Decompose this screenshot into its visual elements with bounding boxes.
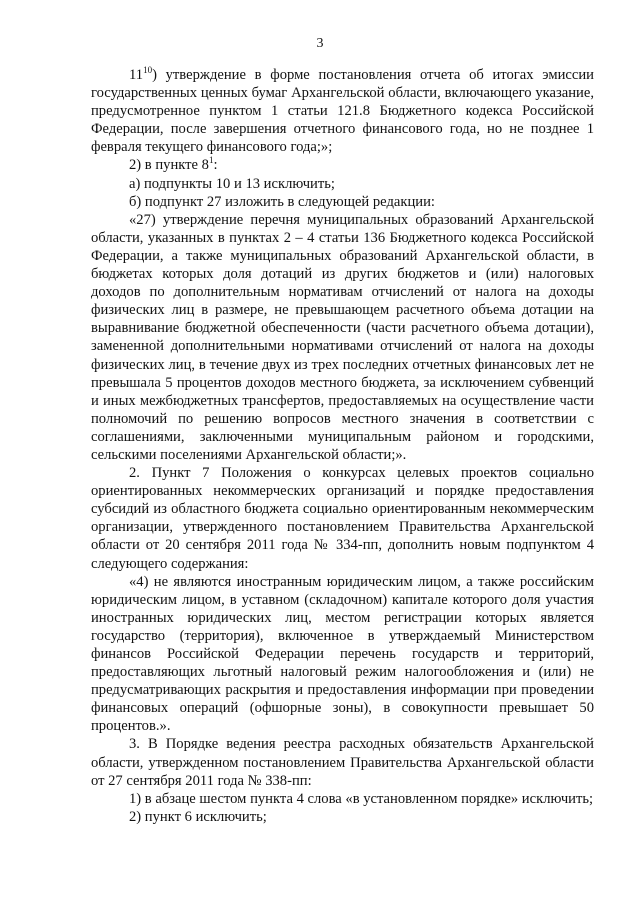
paragraph-subitem-a: а) подпункты 10 и 13 исключить;	[129, 175, 335, 192]
paragraph-subitem-b: б) подпункт 27 изложить в следующей редакции:	[129, 193, 435, 210]
item-superscript: 1	[208, 155, 214, 166]
paragraph-text: 2) в пункте 8	[129, 157, 209, 174]
paragraph-subitem-2: 2) пункт 6 исключить;	[129, 808, 267, 825]
item-superscript: 10	[143, 65, 153, 76]
item-number: 11	[129, 67, 144, 83]
paragraph-item-27: «27) утверждение перечня муниципальных образований Архангельской области, указанных в пунктах 2 – 4 статьи 136 Бюджетного кодекса Российской Федерации, а также муниципальных образований Архангельской области, в бюджетах которых доля дотаций из других бюджетов и (или) налоговых доходов по дополнительным нормативам отчислений от налога на доходы физических лиц в размере, не превышающем расчетного объема дотации на выравнивание бюджетной обеспеченности (части расчетного объема дотации), замененной дополнительными нормативами отчислений от налога на доходы физических лиц, в течение двух из трех последних отчетных финансовых лет не превышала 5 процентов доходов местного бюджета, за исключением субвенций и иных межбюджетных трансфертов, предоставляемых на осуществление части полномочий по решению вопросов местного значения в соответствии с соглашениями, заключенными муниципальным районом и городскими, сельскими поселениями Архангельской области;».	[91, 211, 594, 463]
paragraph-tail: :	[213, 157, 218, 174]
page-number: 3	[316, 36, 324, 51]
paragraph-section-2: 2. Пункт 7 Положения о конкурсах целевых проектов социально ориентированных некоммерческих организаций и порядке предоставления субсидий из областного бюджета социально ориентированным некоммерческим организации, утвержденного постановлением Правительства Архангельской области от 20 сентября 2011 года № 334-пп, дополнить новым подпунктом 4 следующего содержания:	[91, 465, 594, 572]
paragraph-subitem-1: 1) в абзаце шестом пункта 4 слова «в установленном порядке» исключить;	[129, 790, 594, 807]
document-body	[91, 66, 594, 826]
paragraph-item-11-10	[91, 66, 594, 156]
paragraph-item-4: «4) не являются иностранным юридическим лицом, а также российским юридическим лицом, в уставном (складочном) капитале которого доля участия иностранных юридических лиц, местом регистрации которых является государство (территория), включенное в утверждаемый Министерством финансов Российской Федерации перечень государств и территорий, предоставляющих льготный налоговый режим налогообложения и (или) не предусматривающих раскрытия и предоставления информации при проведении финансовых операций (офшорные зоны), в совокупности превышает 50 процентов.».	[91, 573, 594, 735]
paragraph-item-2	[91, 156, 594, 174]
paragraph-text: ) утверждение в форме постановления отчета об итогах эмиссии государственных ценных бумаг Архангельской области, включающего указание, предусмотренное пунктом 1 статьи 121.8 Бюджетного кодекса Российской Федерации, после завершения отчетного финансового года, но не позднее 1 февраля текущего финансового года;»;	[91, 67, 594, 156]
paragraph-section-3: 3. В Порядке ведения реестра расходных обязательств Архангельской области, утвержденном постановлением Правительства Архангельской области от 27 сентября 2011 года № 338-пп:	[91, 736, 594, 789]
